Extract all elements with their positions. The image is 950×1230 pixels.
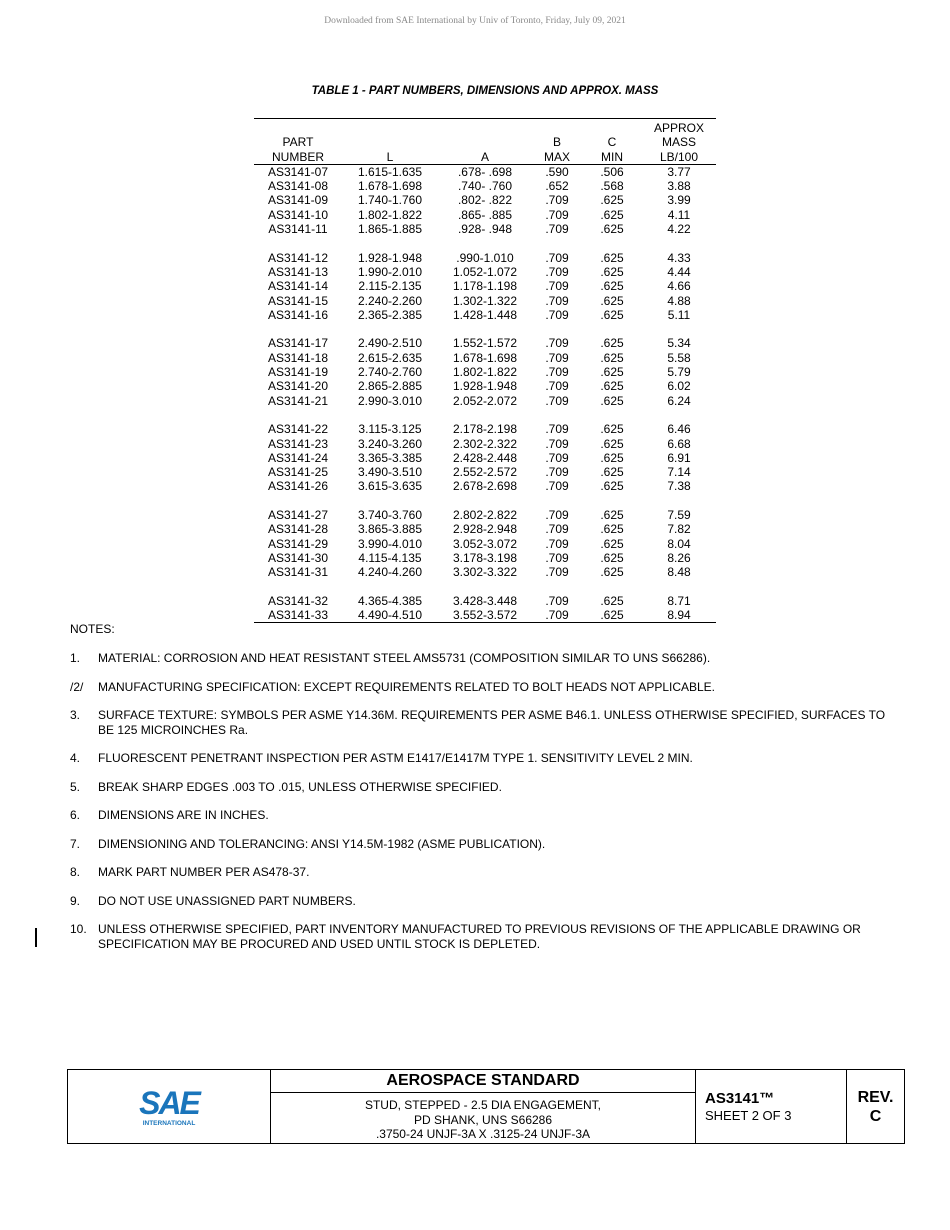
- l-cell: 1.928-1.948: [357, 250, 423, 265]
- table-row: [254, 594, 716, 608]
- l-cell: 4.115-4.135: [358, 550, 422, 565]
- c-min-cell: .625: [600, 436, 624, 451]
- part-number-cell: AS3141-27: [267, 508, 329, 523]
- c-min-cell: .625: [600, 393, 624, 408]
- b-max-cell: .709: [545, 593, 569, 608]
- table-row: [254, 565, 716, 579]
- b-max-cell: .709: [545, 393, 569, 408]
- table-row: [254, 608, 716, 623]
- note-number: 9.: [70, 893, 81, 908]
- part-number-cell: AS3141-21: [267, 393, 329, 408]
- b-max-cell: .709: [545, 307, 569, 322]
- note-text: MATERIAL: CORROSION AND HEAT RESISTANT STEEL AMS5731 (COMPOSITION SIMILAR TO UNS S66286).: [98, 651, 711, 665]
- b-max-cell: .709: [545, 465, 569, 480]
- a-cell: 1.178-1.198: [452, 279, 518, 294]
- a-cell: 2.678-2.698: [452, 479, 518, 494]
- part-number-cell: AS3141-23: [267, 436, 329, 451]
- b-max-cell: .709: [545, 536, 569, 551]
- part-number-cell: AS3141-30: [267, 550, 329, 565]
- part-number-cell: AS3141-31: [267, 565, 329, 580]
- b-max-cell: .590: [545, 164, 569, 179]
- mass-cell: 3.77: [667, 164, 691, 179]
- note-text: FLUORESCENT PENETRANT INSPECTION PER ASTM E1417/E1417M TYPE 1. SENSITIVITY LEVEL 2 MIN.: [98, 751, 693, 765]
- sheet-number: SHEET 2 OF 3: [705, 1108, 792, 1123]
- note-text: SURFACE TEXTURE: SYMBOLS PER ASME Y14.36M. REQUIREMENTS PER ASME B46.1. UNLESS OTHERWISE SPECIFIED, SURFACES TO BE 125 MICROINCHES Ra.: [98, 708, 886, 737]
- a-cell: .990-1.010: [456, 250, 514, 265]
- note-number: 4.: [70, 751, 81, 765]
- b-max-cell: .709: [545, 379, 569, 394]
- b-max-cell: .709: [545, 293, 569, 308]
- note-text: MANUFACTURING SPECIFICATION: EXCEPT REQUIREMENTS RELATED TO BOLT HEADS NOT APPLICABLE.: [98, 679, 716, 694]
- mass-cell: 7.59: [667, 508, 691, 523]
- l-cell: 4.240-4.260: [357, 565, 423, 580]
- part-number-cell: AS3141-16: [267, 307, 329, 322]
- revision-value: C: [869, 1107, 882, 1125]
- group-spacer: [254, 236, 716, 250]
- table-row: [254, 522, 716, 536]
- l-cell: 1.865-1.885: [357, 222, 423, 237]
- mass-cell: 4.11: [667, 207, 691, 222]
- c-min-cell: .506: [600, 164, 624, 179]
- table-row: [254, 336, 716, 350]
- l-cell: 4.365-4.385: [357, 593, 423, 608]
- mass-cell: 5.34: [667, 336, 691, 351]
- b-max-cell: .709: [545, 336, 569, 351]
- b-max-cell: .652: [545, 179, 569, 194]
- c-min-cell: .625: [600, 264, 624, 279]
- group-spacer: [254, 322, 716, 336]
- mass-cell: 6.46: [667, 422, 691, 437]
- notes-list: [70, 651, 890, 965]
- table-title: TABLE 1 - PART NUMBERS, DIMENSIONS AND APPROX. MASS: [311, 85, 659, 97]
- c-min-cell: .625: [600, 279, 624, 294]
- note-item: [70, 651, 890, 666]
- table-row: [254, 479, 716, 493]
- mass-cell: 6.02: [667, 379, 691, 394]
- b-max-cell: .709: [545, 479, 569, 494]
- table-row: [254, 279, 716, 293]
- note-text: DIMENSIONS ARE IN INCHES.: [98, 808, 269, 822]
- b-max-cell: .709: [545, 279, 569, 294]
- table-header: [254, 119, 716, 165]
- c-min-cell: .625: [600, 508, 624, 523]
- b-max-cell: .709: [545, 365, 569, 380]
- table-row: [254, 208, 716, 222]
- a-cell: 2.802-2.822: [452, 508, 518, 523]
- note-item: [70, 922, 890, 951]
- mass-cell: 8.71: [667, 593, 691, 608]
- revision-block: [847, 1070, 904, 1143]
- table-row: [254, 422, 716, 436]
- a-cell: 2.052-2.072: [452, 393, 518, 408]
- part-number-cell: AS3141-20: [267, 379, 329, 394]
- a-cell: 2.928-2.948: [452, 522, 518, 537]
- mass-cell: 7.38: [667, 479, 691, 494]
- l-cell: 2.115-2.135: [358, 279, 422, 294]
- b-max-cell: .709: [545, 422, 569, 437]
- b-max-cell: .709: [545, 522, 569, 537]
- l-cell: 1.740-1.760: [357, 193, 423, 208]
- part-number-cell: AS3141-29: [267, 536, 329, 551]
- mass-cell: 8.04: [667, 536, 691, 551]
- sae-logo: [68, 1070, 271, 1143]
- c-min-cell: .625: [600, 593, 624, 608]
- note-item: [70, 680, 890, 695]
- table-row: [254, 193, 716, 207]
- mass-cell: 8.94: [642, 608, 716, 623]
- table-row: [254, 222, 716, 236]
- header-mass-line2: MASS: [661, 135, 696, 150]
- l-cell: 3.740-3.760: [357, 508, 423, 523]
- header-l: L: [342, 150, 438, 165]
- c-min-cell: .625: [600, 365, 624, 380]
- header-part-number-line2: NUMBER: [254, 150, 342, 165]
- c-min-cell: .625: [600, 379, 624, 394]
- note-number: 7.: [70, 836, 81, 851]
- mass-cell: 3.88: [667, 179, 691, 194]
- part-number-cell: AS3141-32: [267, 593, 329, 608]
- part-number-cell: AS3141-25: [267, 465, 329, 480]
- table-row: [254, 351, 716, 365]
- l-cell: 2.240-2.260: [357, 293, 423, 308]
- mass-cell: 5.79: [667, 365, 691, 380]
- part-number-cell: AS3141-24: [267, 450, 329, 465]
- c-min-cell: .625: [600, 307, 624, 322]
- notes-heading: NOTES:: [70, 622, 115, 636]
- part-number-cell: AS3141-07: [267, 164, 329, 179]
- b-max-cell: .709: [545, 193, 569, 208]
- note-item: [70, 751, 890, 766]
- l-cell: 4.490-4.510: [342, 608, 438, 623]
- table-row: [254, 394, 716, 408]
- standard-label: AEROSPACE STANDARD: [271, 1070, 695, 1093]
- group-spacer: [254, 494, 716, 508]
- note-text: DIMENSIONING AND TOLERANCING: ANSI Y14.5M-1982 (ASME PUBLICATION).: [98, 836, 546, 851]
- part-number-cell: AS3141-10: [267, 207, 329, 222]
- l-cell: 3.615-3.635: [357, 479, 423, 494]
- l-cell: 3.365-3.385: [357, 450, 423, 465]
- c-min-cell: .625: [600, 336, 624, 351]
- table-row: [254, 294, 716, 308]
- a-cell: 1.552-1.572: [452, 336, 518, 351]
- l-cell: 2.490-2.510: [357, 336, 423, 351]
- table-row: [254, 437, 716, 451]
- note-number: 3.: [70, 708, 81, 722]
- c-min-cell: .625: [600, 479, 624, 494]
- l-cell: 3.115-3.125: [358, 422, 422, 437]
- c-min-cell: .625: [600, 450, 624, 465]
- c-min-cell: .625: [600, 350, 624, 365]
- table-row: [254, 537, 716, 551]
- title-description: [271, 1070, 696, 1143]
- header-c-line1: C: [607, 135, 617, 150]
- mass-cell: 6.91: [667, 450, 691, 465]
- a-cell: 3.428-3.448: [452, 593, 518, 608]
- header-mass-line1: APPROX: [642, 119, 716, 136]
- l-cell: 1.615-1.635: [357, 164, 423, 179]
- note-item: [70, 894, 890, 909]
- header-b-line1: B: [552, 135, 561, 150]
- mass-cell: 5.11: [667, 307, 691, 322]
- a-cell: .928- .948: [457, 222, 513, 237]
- c-min-cell: .625: [600, 293, 624, 308]
- header-b-line2: MAX: [532, 150, 582, 165]
- table-row: [254, 465, 716, 479]
- download-watermark: Downloaded from SAE International by Univ of Toronto, Friday, July 09, 2021: [324, 16, 626, 26]
- a-cell: 3.552-3.572: [438, 608, 532, 623]
- revision-label: REV.: [857, 1088, 894, 1106]
- b-max-cell: .709: [545, 450, 569, 465]
- table-row: [254, 508, 716, 522]
- b-max-cell: .709: [545, 222, 569, 237]
- table-body: [254, 164, 716, 623]
- c-min-cell: .625: [600, 193, 624, 208]
- l-cell: 2.615-2.635: [357, 350, 423, 365]
- b-max-cell: .709: [545, 350, 569, 365]
- part-number-cell: AS3141-26: [267, 479, 329, 494]
- table-row: [254, 379, 716, 393]
- mass-cell: 6.24: [667, 393, 691, 408]
- l-cell: 3.990-4.010: [357, 536, 423, 551]
- logo-text: SAE: [139, 1084, 199, 1121]
- note-item: [70, 708, 890, 737]
- table-row: [254, 179, 716, 193]
- table-row: [254, 551, 716, 565]
- mass-cell: 4.33: [667, 250, 691, 265]
- note-number: 5.: [70, 779, 81, 794]
- mass-cell: 7.82: [667, 522, 691, 537]
- note-number: 8.: [70, 865, 81, 879]
- table-row: [254, 365, 716, 379]
- part-number-cell: AS3141-14: [267, 279, 329, 294]
- note-item: [70, 808, 890, 823]
- l-cell: 3.490-3.510: [357, 465, 423, 480]
- l-cell: 2.865-2.885: [357, 379, 423, 394]
- header-a: A: [438, 150, 532, 165]
- b-max-cell: .709: [545, 550, 569, 565]
- a-cell: .678- .698: [457, 164, 513, 179]
- c-min-cell: .625: [600, 522, 624, 537]
- header-c-line2: MIN: [582, 150, 642, 165]
- part-number-cell: AS3141-17: [267, 336, 329, 351]
- note-number: 6.: [70, 808, 81, 822]
- a-cell: 3.302-3.322: [452, 565, 518, 580]
- c-min-cell: .625: [582, 608, 642, 623]
- part-number-cell: AS3141-08: [267, 179, 329, 194]
- a-cell: .865- .885: [457, 207, 513, 222]
- c-min-cell: .625: [600, 565, 624, 580]
- part-number-cell: AS3141-12: [267, 250, 329, 265]
- document-number: AS3141™: [705, 1090, 775, 1107]
- b-max-cell: .709: [545, 565, 569, 580]
- mass-cell: 4.22: [667, 222, 691, 237]
- document-info: [696, 1070, 847, 1143]
- header-part-number-line1: PART: [282, 135, 314, 150]
- c-min-cell: .625: [600, 422, 624, 437]
- mass-cell: 4.44: [667, 264, 691, 279]
- title-block: [67, 1069, 905, 1144]
- table-row: [254, 251, 716, 265]
- a-cell: 1.428-1.448: [452, 307, 518, 322]
- mass-cell: 8.26: [667, 550, 691, 565]
- a-cell: 1.052-1.072: [452, 264, 518, 279]
- l-cell: 1.990-2.010: [357, 264, 423, 279]
- note-text: MARK PART NUMBER PER AS478-37.: [98, 865, 310, 879]
- a-cell: 2.552-2.572: [452, 465, 518, 480]
- sae-logo-mark: [134, 1084, 204, 1130]
- l-cell: 2.740-2.760: [357, 365, 423, 380]
- l-cell: 2.365-2.385: [357, 307, 423, 322]
- table-row: [254, 265, 716, 279]
- header-mass-line3: LB/100: [642, 150, 716, 165]
- group-spacer: [254, 580, 716, 594]
- note-number: 1.: [70, 651, 81, 665]
- b-max-cell: .709: [545, 264, 569, 279]
- part-number-cell: AS3141-13: [267, 264, 329, 279]
- a-cell: 1.928-1.948: [452, 379, 518, 394]
- part-number-cell: AS3141-09: [267, 193, 329, 208]
- mass-cell: 4.88: [667, 293, 691, 308]
- b-max-cell: .709: [545, 207, 569, 222]
- table-row: [254, 164, 716, 179]
- table-row: [254, 308, 716, 322]
- b-max-cell: .709: [532, 608, 582, 623]
- mass-cell: 7.14: [667, 465, 691, 480]
- a-cell: 2.302-2.322: [452, 436, 518, 451]
- mass-cell: 6.68: [667, 436, 691, 451]
- description-line-2: PD SHANK, UNS S66286: [413, 1112, 553, 1127]
- part-numbers-table: [254, 118, 716, 623]
- logo-subtext: INTERNATIONAL: [142, 1119, 196, 1127]
- part-number-cell: AS3141-15: [267, 293, 329, 308]
- note-item: [70, 837, 890, 852]
- c-min-cell: .625: [600, 465, 624, 480]
- a-cell: .802- .822: [457, 193, 513, 208]
- group-spacer: [254, 408, 716, 422]
- part-number-cell: AS3141-19: [267, 365, 329, 380]
- a-cell: 2.178-2.198: [452, 422, 518, 437]
- mass-cell: 3.99: [667, 193, 691, 208]
- note-number: /2/: [70, 679, 84, 694]
- mass-cell: 5.58: [667, 350, 691, 365]
- c-min-cell: .568: [600, 179, 624, 194]
- l-cell: 1.678-1.698: [357, 179, 423, 194]
- note-text: BREAK SHARP EDGES .003 TO .015, UNLESS OTHERWISE SPECIFIED.: [98, 779, 502, 794]
- part-number-cell: AS3141-18: [267, 350, 329, 365]
- b-max-cell: .709: [545, 436, 569, 451]
- a-cell: 3.052-3.072: [452, 536, 518, 551]
- c-min-cell: .625: [600, 550, 624, 565]
- note-text: DO NOT USE UNASSIGNED PART NUMBERS.: [98, 893, 356, 908]
- note-number: 10.: [70, 922, 87, 936]
- note-item: [70, 865, 890, 880]
- c-min-cell: .625: [600, 536, 624, 551]
- l-cell: 2.990-3.010: [357, 393, 423, 408]
- revision-change-bar: [35, 928, 37, 947]
- mass-cell: 8.48: [667, 565, 691, 580]
- l-cell: 1.802-1.822: [357, 207, 423, 222]
- a-cell: 1.302-1.322: [452, 293, 518, 308]
- b-max-cell: .709: [545, 250, 569, 265]
- part-number-cell: AS3141-22: [267, 422, 329, 437]
- description-line-3: .3750-24 UNJF-3A X .3125-24 UNJF-3A: [375, 1127, 591, 1141]
- a-cell: 2.428-2.448: [452, 450, 518, 465]
- part-number-cell: AS3141-28: [267, 522, 329, 537]
- a-cell: 1.802-1.822: [452, 365, 518, 380]
- b-max-cell: .709: [545, 508, 569, 523]
- c-min-cell: .625: [600, 250, 624, 265]
- c-min-cell: .625: [600, 207, 624, 222]
- mass-cell: 4.66: [667, 279, 691, 294]
- l-cell: 3.865-3.885: [357, 522, 423, 537]
- c-min-cell: .625: [600, 222, 624, 237]
- part-number-cell: AS3141-11: [268, 222, 328, 237]
- part-number-cell: AS3141-33: [254, 608, 342, 623]
- note-text: UNLESS OTHERWISE SPECIFIED, PART INVENTORY MANUFACTURED TO PREVIOUS REVISIONS OF THE APPLICABLE DRAWING OR SPECIFICATION MAY BE PROCURED AND USED UNTIL STOCK IS DEPLETED.: [98, 922, 861, 951]
- table-row: [254, 451, 716, 465]
- l-cell: 3.240-3.260: [357, 436, 423, 451]
- part-description: [271, 1093, 695, 1142]
- note-item: [70, 780, 890, 795]
- a-cell: 1.678-1.698: [452, 350, 518, 365]
- a-cell: .740- .760: [457, 179, 513, 194]
- a-cell: 3.178-3.198: [452, 550, 518, 565]
- description-line-1: STUD, STEPPED - 2.5 DIA ENGAGEMENT,: [364, 1098, 602, 1112]
